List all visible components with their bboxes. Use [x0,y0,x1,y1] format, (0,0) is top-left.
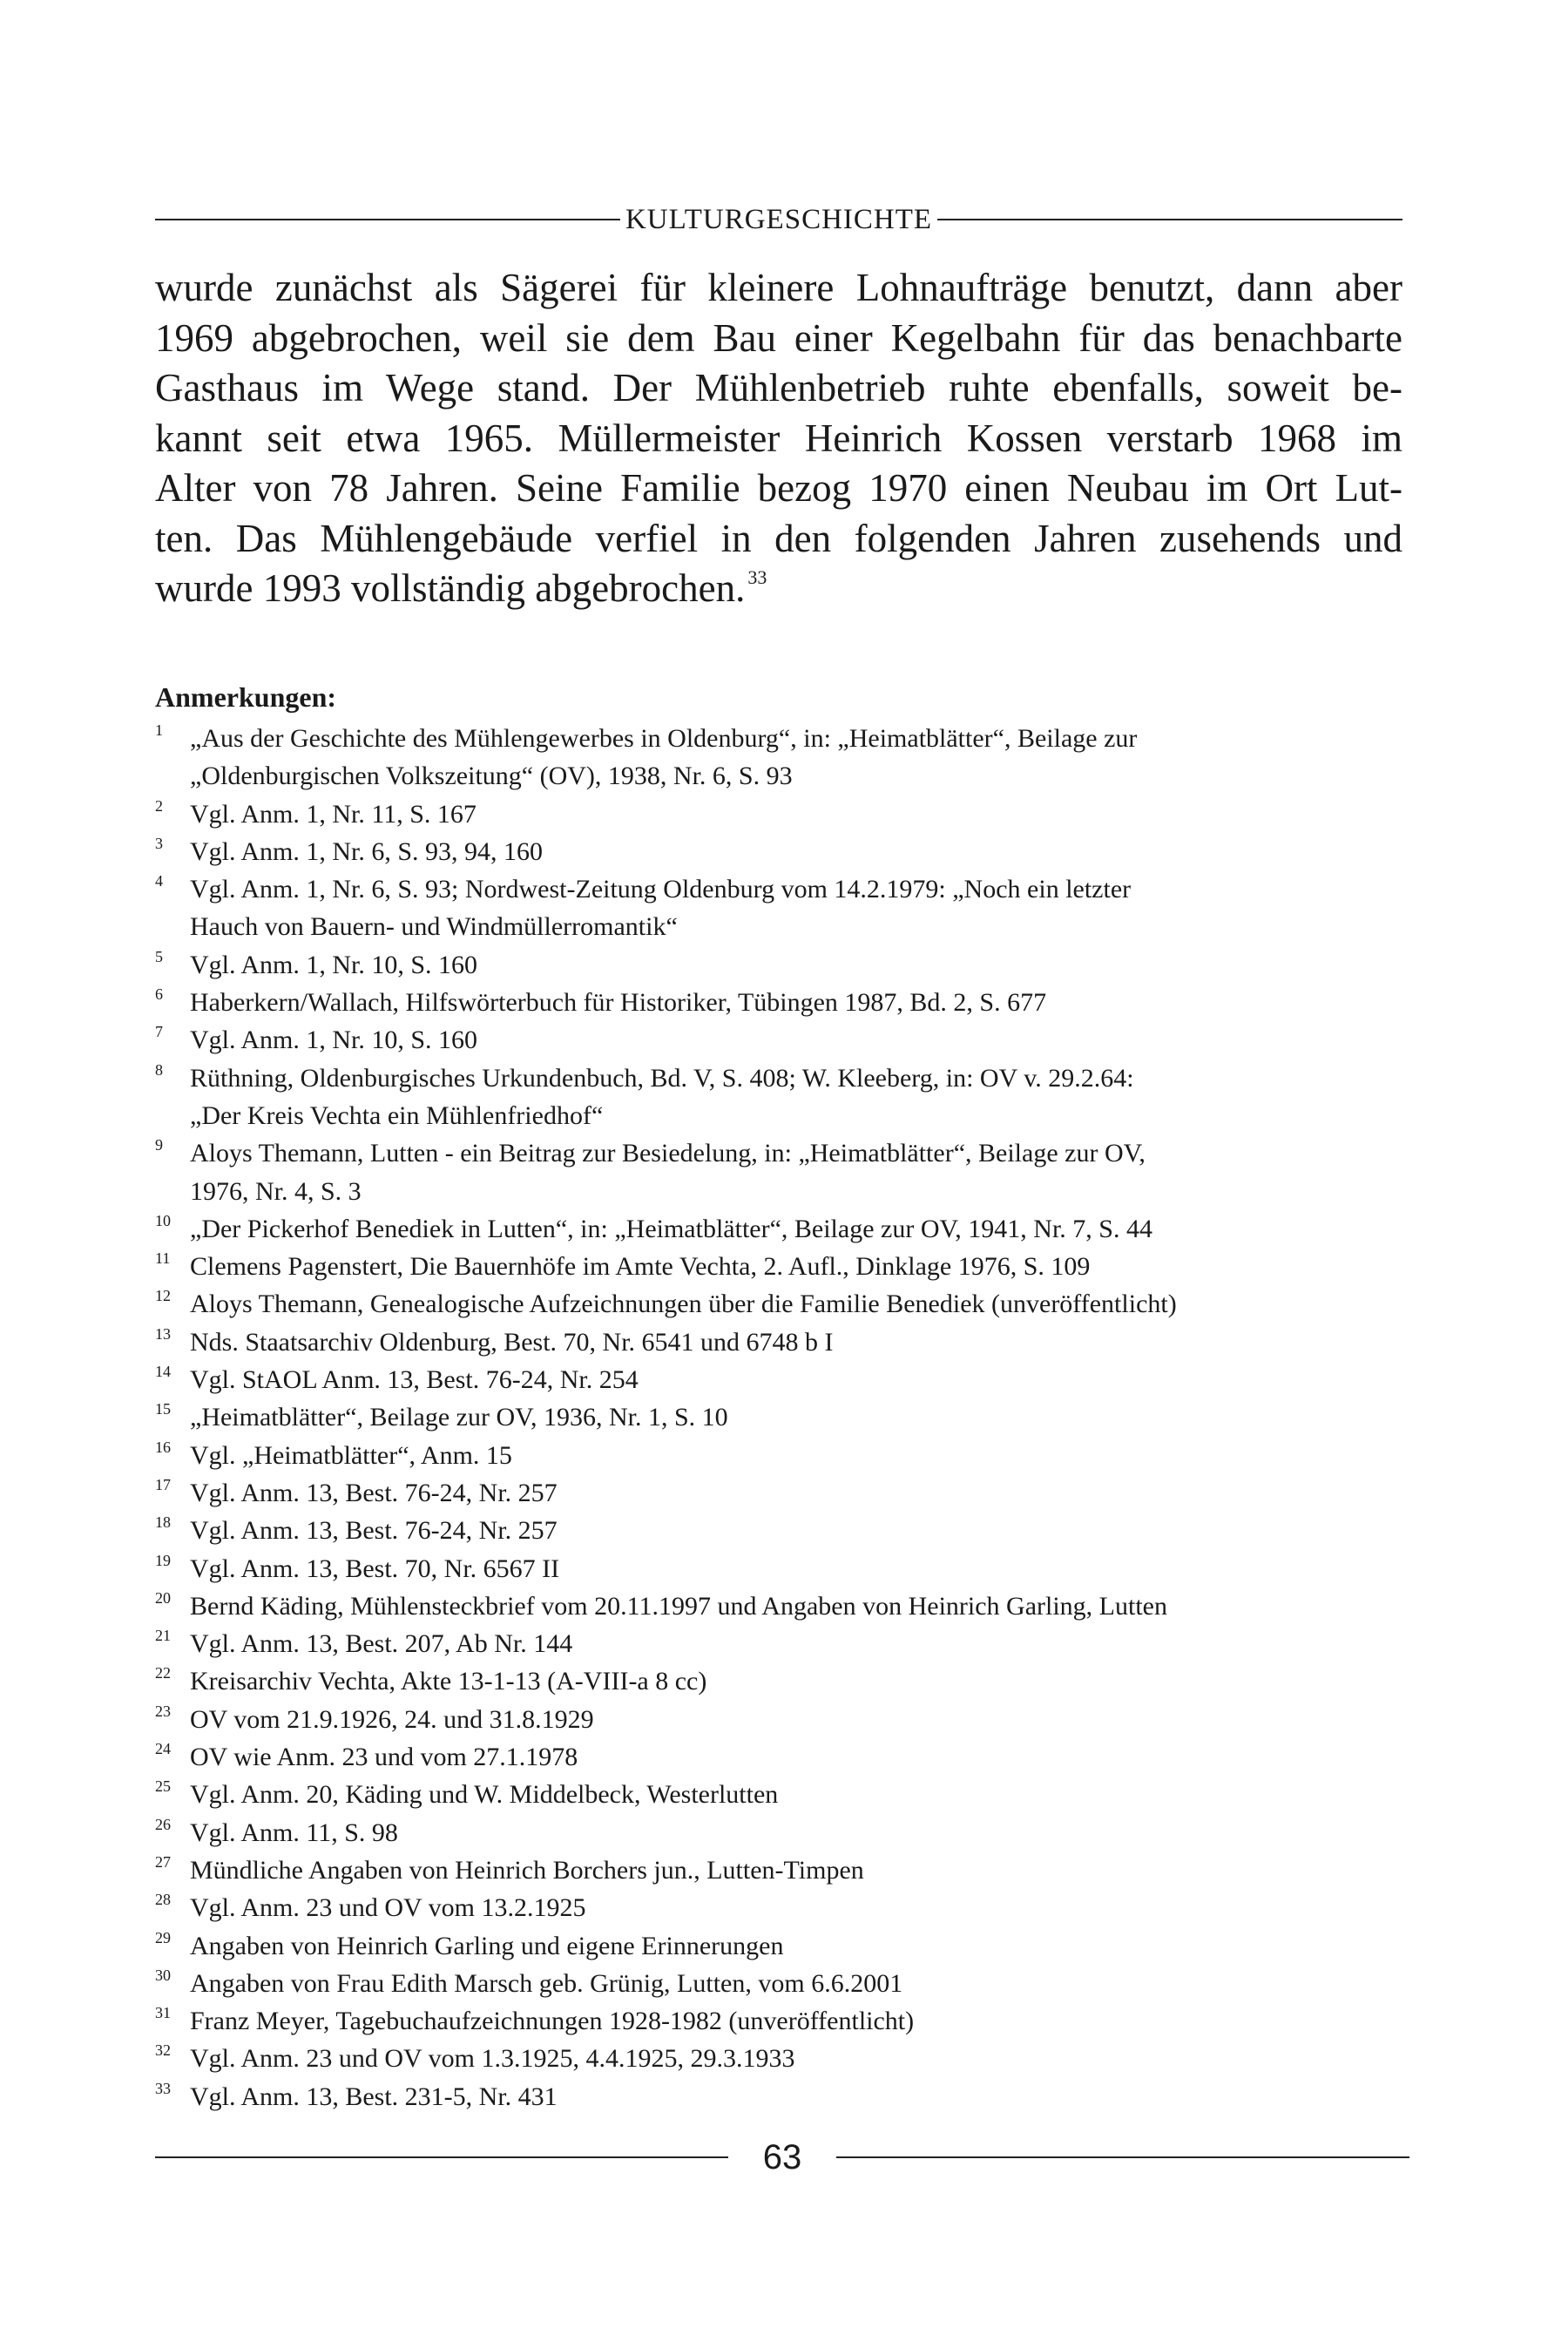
note-number: 20 [155,1588,171,1607]
note-text: OV vom 21.9.1926, 24. und 31.8.1929 [190,1704,594,1734]
note-item [155,1437,1409,1474]
note-item [155,1021,1409,1059]
note-text: Vgl. Anm. 20, Käding und W. Middelbeck, Westerlutten [190,1780,779,1810]
note-text: Haberkern/Wallach, Hilfswörterbuch für Historiker, Tübingen 1987, Bd. 2, S. 677 [190,988,1047,1018]
note-number: 16 [155,1438,171,1456]
note-text: Vgl. Anm. 1, Nr. 6, S. 93; Nordwest-Zeitung Oldenburg vom 14.2.1979: „Noch ein letzter [190,875,1132,904]
body-line: wurde zunächst als Sägerei für kleinere Lohnaufträge benutzt, dann aber [155,266,1402,309]
note-number: 19 [155,1551,171,1569]
note-text: Vgl. Anm. 1, Nr. 11, S. 167 [190,799,476,829]
note-item [155,1059,1409,1135]
note-item [155,1361,1409,1398]
note-number: 10 [155,1211,171,1229]
header-rule-left [155,219,620,220]
note-text: „Heimatblätter“, Beilage zur OV, 1936, Nr. 1, S. 10 [190,1403,728,1432]
note-text: Vgl. Anm. 23 und OV vom 1.3.1925, 4.4.1925, 29.3.1933 [190,2044,795,2074]
note-item [155,1851,1409,1889]
note-number: 4 [155,872,163,890]
note-item [155,833,1409,870]
note-number: 30 [155,1966,171,1984]
body-line-text: wurde 1993 vollständig abgebrochen. [155,566,746,610]
body-line: Alter von 78 Jahren. Seine Familie bezog 1970 einen Neubau im Ort Lut- [155,466,1402,510]
note-text: Vgl. Anm. 13, Best. 70, Nr. 6567 II [190,1554,560,1583]
note-item [155,1134,1409,1210]
notes-list [155,720,1409,2115]
note-text: Vgl. Anm. 1, Nr. 6, S. 93, 94, 160 [190,836,544,866]
note-number: 22 [155,1664,171,1682]
note-item [155,1814,1409,1851]
note-item [155,1323,1409,1361]
note-text: Kreisarchiv Vechta, Akte 13-1-13 (A-VIII-a 8 cc) [190,1667,707,1696]
note-item [155,1738,1409,1776]
note-text: Angaben von Heinrich Garling und eigene Erinnerungen [190,1931,784,1960]
note-text: Rüthning, Oldenburgisches Urkundenbuch, Bd. V, S. 408; W. Kleeberg, in: OV v. 29.2.64: [190,1063,1134,1093]
note-item [155,2040,1409,2077]
note-number: 29 [155,1928,171,1946]
note-item [155,2002,1409,2040]
note-item [155,795,1409,833]
note-text: „Der Pickerhof Benediek in Lutten“, in: „Heimatblätter“, Beilage zur OV, 1941, Nr. 7, S. 44 [190,1214,1152,1243]
note-text: Clemens Pagenstert, Die Bauernhöfe im Amte Vechta, 2. Aufl., Dinklage 1976, S. 109 [190,1252,1091,1282]
notes-section [155,680,1409,2115]
note-number: 33 [155,2079,171,2097]
note-number: 27 [155,1852,171,1871]
note-text: Vgl. Anm. 13, Best. 231-5, Nr. 431 [190,2082,558,2111]
body-line: ten. Das Mühlengebäude verfiel in den folgenden Jahren zusehends und [155,516,1402,560]
note-item [155,946,1409,984]
note-number: 7 [155,1023,163,1041]
header-title: KULTURGESCHICHTE [625,204,933,235]
note-text: Aloys Themann, Genealogische Aufzeichnungen über die Familie Benediek (unveröffentlicht) [190,1290,1177,1319]
note-number: 26 [155,1815,171,1833]
page-footer [155,2136,1409,2178]
note-text: Vgl. Anm. 23 und OV vom 13.2.1925 [190,1893,586,1923]
note-number: 25 [155,1777,171,1796]
note-number: 11 [155,1249,171,1268]
body-line: kannt seit etwa 1965. Müllermeister Heinrich Kossen verstarb 1968 im [155,416,1402,460]
note-item [155,1285,1409,1323]
note-item [155,1210,1409,1248]
note-number: 17 [155,1475,171,1493]
note-number: 18 [155,1513,171,1532]
footnote-reference: 33 [747,566,767,588]
body-paragraph [155,263,1402,614]
note-text: Nds. Staatsarchiv Oldenburg, Best. 70, Nr. 6541 und 6748 b I [190,1327,834,1357]
note-number: 31 [155,2004,171,2022]
page-number: 63 [762,2138,802,2176]
body-line-last [155,564,1402,614]
note-number: 13 [155,1324,171,1343]
note-item [155,1398,1409,1436]
note-text: Vgl. Anm. 13, Best. 76-24, Nr. 257 [190,1516,558,1546]
note-number: 24 [155,1740,171,1758]
note-item [155,1776,1409,1813]
note-item [155,2078,1409,2115]
note-number: 21 [155,1627,171,1645]
note-text: „Aus der Geschichte des Mühlengewerbes in Oldenburg“, in: „Heimatblätter“, Beilage zur [190,724,1138,753]
note-item [155,1474,1409,1512]
note-item [155,1927,1409,1965]
note-text: Hauch von Bauern- und Windmüllerromantik“ [190,912,678,942]
note-item [155,1625,1409,1662]
note-number: 23 [155,1702,171,1720]
footer-rule-left [155,2156,728,2158]
note-item [155,1248,1409,1285]
notes-heading: Anmerkungen: [155,681,337,713]
note-text: Franz Meyer, Tagebuchaufzeichnungen 1928-1982 (unveröffentlicht) [190,2007,915,2036]
note-number: 2 [155,796,163,815]
body-line: 1969 abgebrochen, weil sie dem Bau einer Kegelbahn für das benachbarte [155,315,1402,360]
note-number: 28 [155,1891,171,1909]
body-line: Gasthaus im Wege stand. Der Mühlenbetrieb ruhte ebenfalls, soweit be- [155,366,1402,410]
note-number: 15 [155,1400,171,1418]
note-text: 1976, Nr. 4, S. 3 [190,1176,362,1206]
note-item [155,720,1409,795]
note-text: „Oldenburgischen Volkszeitung“ (OV), 1938, Nr. 6, S. 93 [190,762,793,791]
note-item [155,1965,1409,2002]
note-text: Bernd Käding, Mühlensteckbrief vom 20.11.1997 und Angaben von Heinrich Garling, Lutten [190,1591,1167,1621]
note-item [155,1512,1409,1549]
note-number: 5 [155,947,163,965]
note-text: Vgl. Anm. 13, Best. 76-24, Nr. 257 [190,1478,558,1507]
footer-rule-right [836,2156,1409,2158]
note-item [155,1701,1409,1738]
note-text: Vgl. StAOL Anm. 13, Best. 76-24, Nr. 254 [190,1365,639,1395]
note-item [155,984,1409,1021]
note-text: Mündliche Angaben von Heinrich Borchers jun., Lutten-Timpen [190,1855,864,1885]
note-number: 6 [155,985,163,1004]
note-text: Vgl. Anm. 1, Nr. 10, S. 160 [190,950,478,979]
note-text: Vgl. Anm. 13, Best. 207, Ab Nr. 144 [190,1629,573,1659]
note-item [155,1587,1409,1625]
note-item [155,1662,1409,1700]
note-text: Aloys Themann, Lutten - ein Beitrag zur Besiedelung, in: „Heimatblätter“, Beilage zur OV, [190,1139,1146,1168]
note-number: 3 [155,834,163,852]
note-number: 14 [155,1363,171,1381]
note-text: Vgl. Anm. 1, Nr. 10, S. 160 [190,1026,478,1055]
note-text: OV wie Anm. 23 und vom 27.1.1978 [190,1743,578,1772]
note-item [155,1550,1409,1587]
note-number: 9 [155,1136,163,1154]
header-rule-right [937,219,1402,220]
note-item [155,870,1409,946]
note-item [155,1889,1409,1926]
note-text: Vgl. Anm. 11, S. 98 [190,1818,398,1847]
note-number: 32 [155,2041,171,2060]
note-text: Angaben von Frau Edith Marsch geb. Grünig, Lutten, vom 6.6.2001 [190,1968,903,1998]
note-number: 8 [155,1060,163,1079]
note-number: 1 [155,721,163,739]
running-header [155,202,1402,237]
note-text: „Der Kreis Vechta ein Mühlenfriedhof“ [190,1100,604,1130]
note-text: Vgl. „Heimatblätter“, Anm. 15 [190,1440,512,1470]
note-number: 12 [155,1287,171,1305]
